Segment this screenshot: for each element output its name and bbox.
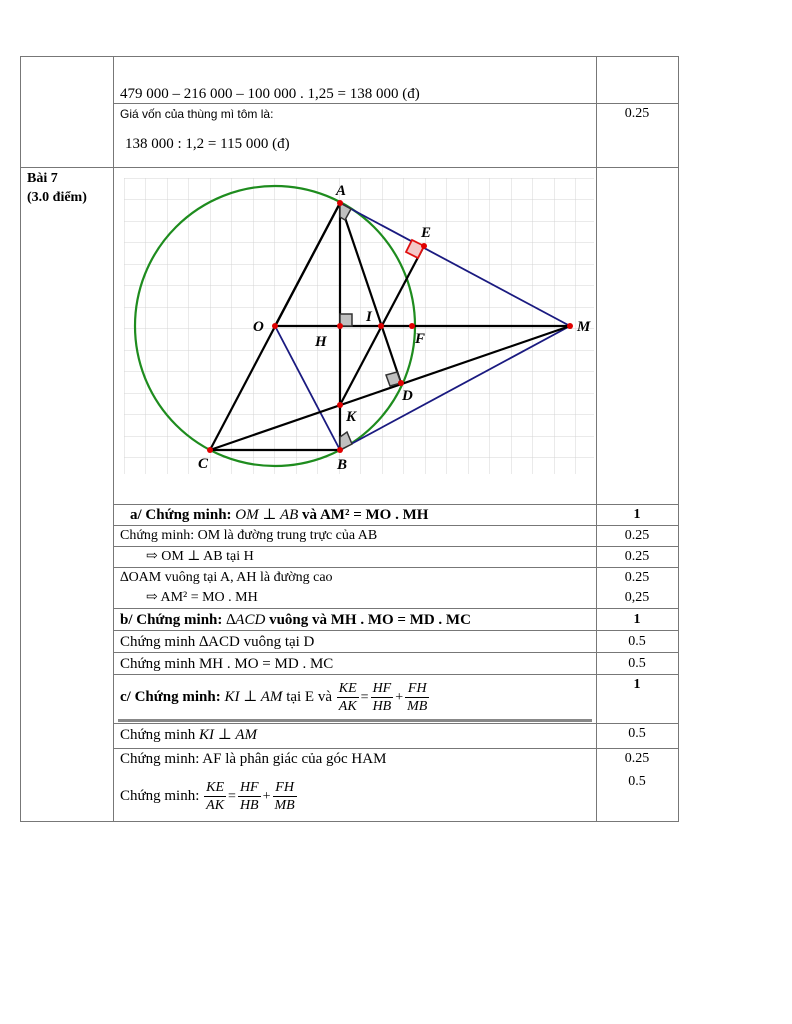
proof-row: Chứng minh MH . MO = MD . MC: [120, 656, 334, 672]
proof-row: Chứng minh: OM là đường trung trực của AB: [120, 528, 378, 543]
proof-row: [120, 726, 257, 744]
point-d: [398, 380, 404, 386]
score: 0.5: [628, 726, 646, 741]
score: 1: [633, 677, 641, 692]
point-e: [421, 243, 427, 249]
cost-calc: 138 000 : 1,2 = 115 000 (đ): [125, 136, 290, 152]
point-o: [272, 323, 278, 329]
row-line-thick: [118, 719, 592, 722]
score: 0.25: [624, 751, 650, 766]
score: 1: [633, 507, 641, 522]
point-f: [409, 323, 415, 329]
proof-row-formula: KI ⊥ AM: [198, 727, 257, 743]
part-b-formula: ∆ACD: [226, 612, 266, 628]
proof-row-text: Chứng minh: [120, 727, 196, 743]
point-m: [567, 323, 573, 329]
frac-num: FH: [405, 680, 429, 698]
equals-sign: =: [360, 689, 369, 705]
score: 0.5: [628, 656, 646, 671]
row-line: [113, 630, 679, 631]
proof-row: [120, 754, 298, 839]
row-line: [113, 608, 679, 609]
row-line: [113, 748, 679, 749]
proof-row: ⇨ OM ⊥ AB tại H: [146, 549, 254, 564]
fraction-fh-mb: [273, 779, 297, 814]
row-line: [113, 546, 679, 547]
plus-sign: +: [395, 689, 404, 705]
row-line: [113, 525, 679, 526]
score: 0.25: [624, 549, 650, 564]
part-b-label: b/ Chứng minh:: [120, 612, 223, 628]
row-line: [113, 567, 679, 568]
proof-row: Chứng minh: AF là phân giác của góc HAM: [120, 751, 387, 767]
answer-table: [20, 56, 679, 821]
part-c-heading: [120, 677, 430, 718]
part-a-label: a/ Chứng minh:: [130, 507, 232, 523]
column-divider-1: [113, 56, 114, 821]
point-k: [337, 402, 343, 408]
label-k: K: [346, 409, 357, 425]
frac-den: MB: [407, 699, 428, 715]
frac-num: HF: [239, 780, 259, 796]
part-b-formula2: vuông và MH . MO = MD . MC: [269, 612, 471, 628]
label-a: A: [336, 183, 347, 199]
label-c: C: [198, 456, 209, 472]
proof-row: ⇨ AM² = MO . MH: [146, 590, 258, 605]
proof-row: ∆OAM vuông tại A, AH là đường cao: [120, 570, 333, 585]
point-b: [337, 447, 343, 453]
label-h: H: [315, 334, 327, 350]
equals-sign: =: [228, 788, 236, 804]
row-line: [113, 674, 679, 675]
part-b-heading: [120, 611, 471, 629]
calc-line: 479 000 – 216 000 – 100 000 . 1,25 = 138 000 (đ): [120, 86, 420, 102]
label-f: F: [415, 331, 426, 347]
label-b: B: [337, 457, 348, 473]
frac-den: AK: [206, 798, 225, 814]
fraction-hf-hb: [238, 779, 261, 814]
fraction-ke-ak: [337, 680, 359, 715]
row-line: [113, 723, 679, 724]
label-d: D: [402, 388, 413, 404]
cost-label: Giá vốn của thùng mì tôm là:: [120, 107, 274, 121]
part-c-mid: tại E và: [286, 689, 333, 705]
row-line: [20, 56, 679, 57]
fraction-fh-mb: [405, 680, 429, 715]
point-h: [337, 323, 343, 329]
row-line: [113, 652, 679, 653]
part-a-heading: [130, 506, 428, 524]
part-a-formula2: và AM² = MO . MH: [302, 507, 429, 523]
row-line: [20, 821, 679, 822]
exercise-points: (3.0 điểm): [27, 190, 87, 205]
score: 0.25: [624, 106, 650, 121]
frac-den: HB: [239, 798, 259, 814]
frac-num: FH: [273, 779, 297, 797]
label-m: M: [577, 319, 591, 335]
score: 1: [633, 612, 641, 627]
row-line: [113, 103, 679, 104]
score: 0.5: [628, 634, 646, 649]
table-border-right: [678, 56, 679, 821]
geometry-figure: [124, 178, 600, 478]
proof-row: Chứng minh ∆ACD vuông tại D: [120, 634, 315, 650]
point-c: [207, 447, 213, 453]
table-border-left: [20, 56, 21, 821]
frac-den: AK: [338, 699, 357, 715]
frac-den: HB: [372, 699, 392, 715]
frac-num: KE: [338, 681, 357, 697]
part-a-formula: OM ⊥ AB: [235, 507, 299, 523]
exercise-title: Bài 7: [27, 171, 58, 186]
score: 0.25: [624, 528, 650, 543]
frac-num: KE: [206, 780, 225, 796]
label-e: E: [421, 225, 432, 241]
part-c-formula: KI ⊥ AM: [224, 689, 283, 705]
row-line: [113, 504, 679, 505]
frac-den: MB: [274, 798, 295, 814]
frac-num: HF: [372, 681, 392, 697]
fraction-hf-hb: [371, 680, 394, 715]
plus-sign: +: [262, 788, 271, 804]
score: 0,25: [624, 590, 650, 605]
label-i: I: [366, 309, 372, 325]
point-a: [337, 200, 343, 206]
label-o: O: [253, 319, 264, 335]
part-c-label: c/ Chứng minh:: [120, 689, 221, 705]
score: 0.5: [628, 774, 646, 789]
proof-row-text: Chứng minh:: [120, 788, 200, 804]
point-i: [378, 323, 384, 329]
row-line: [20, 167, 679, 168]
fraction-ke-ak: [204, 779, 226, 814]
score: 0.25: [624, 570, 650, 585]
